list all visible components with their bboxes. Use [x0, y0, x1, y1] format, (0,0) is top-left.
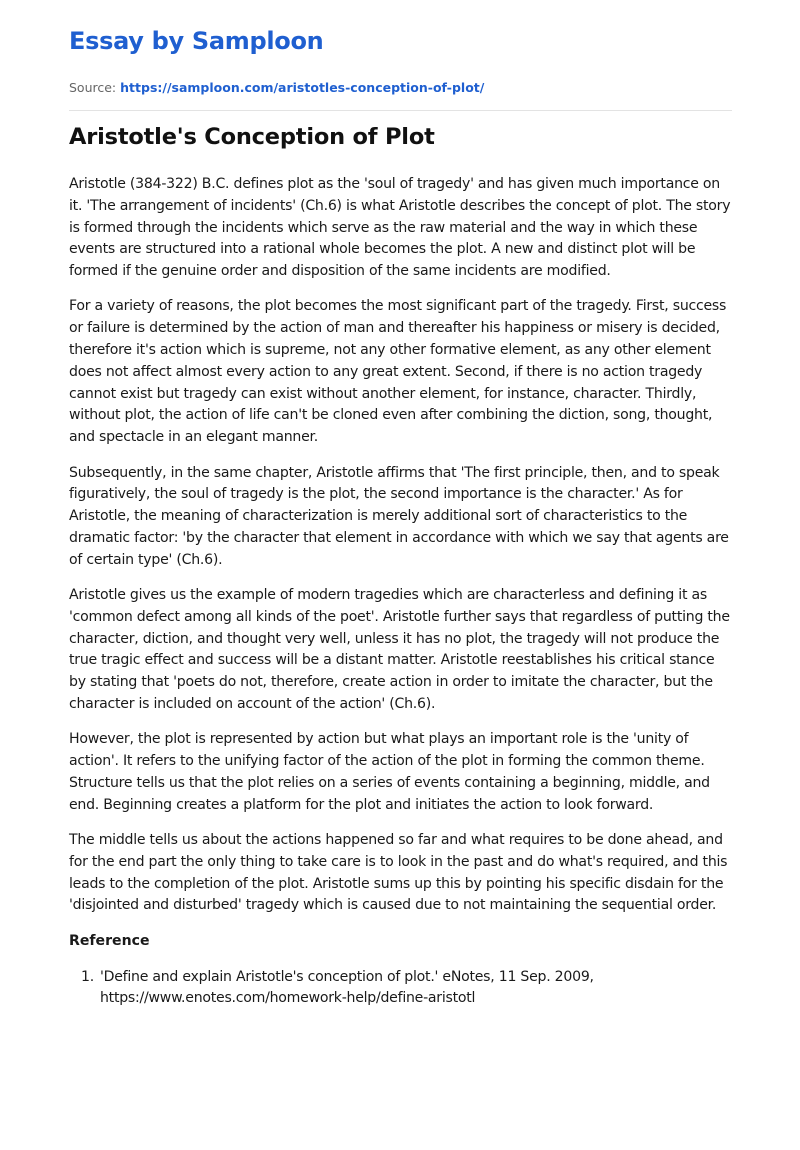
paragraph-3: Subsequently, in the same chapter, Aristotle affirms that 'The first principle, then, and to speak figuratively, the soul of tragedy is the plot, the second importance is the character.' As for Aristotle, the meaning of characterization is merely additional sort of characteristics to the dramatic factor: 'by the character that element in accordance with which we say that agents are of certain type' (Ch.6). [69, 464, 729, 568]
reference-number: 1. [81, 968, 94, 985]
header-divider [69, 110, 732, 111]
paragraph-2: For a variety of reasons, the plot becomes the most significant part of the tragedy. First, success or failure is determined by the action of man and thereafter his happiness or misery is decided, therefore it's action which is supreme, not any other formative element, as any other element does not affect almost every action to any great extent. Second, if there is no action tragedy cannot exist but tragedy can exist without another element, for instance, character. Thirdly, without plot, the action of life can't be cloned even after combining the diction, song, thought, and spectacle in an elegant manner. [69, 298, 727, 446]
reference-item [69, 967, 732, 1011]
paragraph-1: Aristotle (384-322) B.C. defines plot as the 'soul of tragedy' and has given much importance on it. 'The arrangement of incidents' (Ch.6) is what Aristotle describes the concept of plot. The story is formed through the incidents which serve as the raw material and the way in which these events are structured into a rational whole becomes the plot. A new and distinct plot will be formed if the genuine order and disposition of the same incidents are modified. [69, 176, 731, 280]
source-label: Source: [69, 80, 117, 95]
paragraph-6: The middle tells us about the actions happened so far and what requires to be done ahead, and for the end part the only thing to take care is to look in the past and do what's required, and this leads to the completion of the plot. Aristotle sums up this by pointing his specific disdain for the 'disjointed and disturbed' tragedy which is caused due to not maintaining the sequential order. [69, 832, 728, 914]
paragraph-4: Aristotle gives us the example of modern tragedies which are characterless and defining it as 'common defect among all kinds of the poet'. Aristotle further says that regardless of putting the character, diction, and thought very well, unless it has no plot, the tragedy will not produce the true tragic effect and success will be a distant matter. Aristotle reestablishes his critical stance by stating that 'poets do not, therefore, create action in order to imitate the character, but the character is included on account of the action' (Ch.6). [69, 587, 730, 713]
site-brand[interactable]: Essay by Samploon [69, 27, 324, 55]
reference-list [69, 967, 732, 1011]
paragraph-5: However, the plot is represented by action but what plays an important role is the 'unity of action'. It refers to the unifying factor of the action of the plot in forming the common theme. Structure tells us that the plot relies on a series of events containing a beginning, middle, and end. Beginning creates a platform for the plot and initiates the action to look forward. [69, 731, 710, 813]
reference-text: 'Define and explain Aristotle's conception of plot.' eNotes, 11 Sep. 2009, https://www.enotes.com/homework-help/define-aristotl [100, 968, 594, 1007]
source-line [69, 80, 484, 95]
article-body [69, 174, 732, 1010]
source-link[interactable]: https://samploon.com/aristotles-conception-of-plot/ [120, 80, 485, 95]
reference-heading: Reference [69, 932, 150, 949]
page-title: Aristotle's Conception of Plot [69, 124, 435, 150]
